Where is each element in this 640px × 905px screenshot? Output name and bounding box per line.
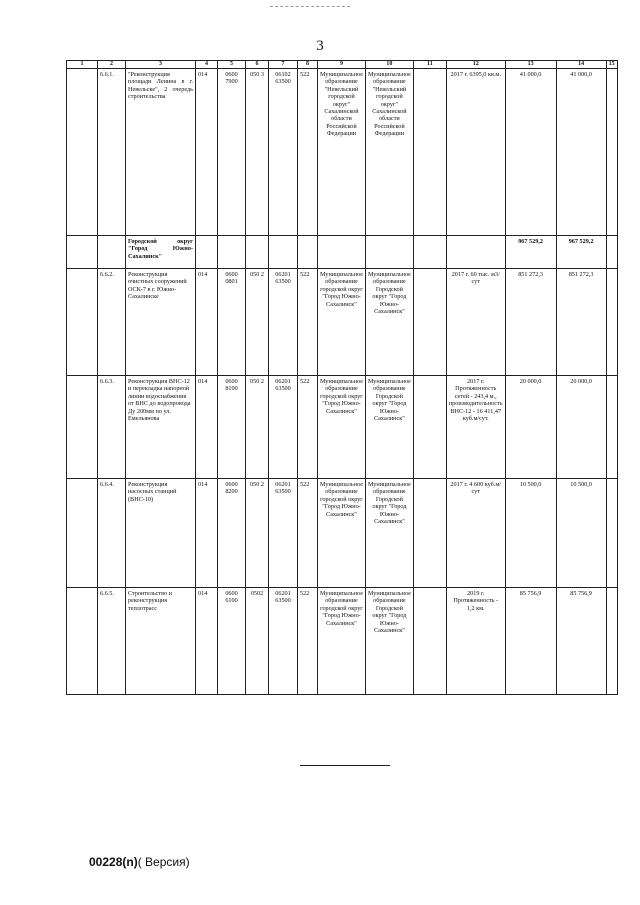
cell-col11 [413, 69, 446, 236]
cell-object-name: Реконструкция ВНС-12 и перекладка напорной линии водоснабжения от ВНС до водопровода Ду 200мм по ул. Емельянова [126, 376, 196, 479]
cell-object-name: Реконструкция насосных станций (ВНС-10) [126, 479, 196, 588]
cell-col12: 2017 г. 6395,0 кв.м. [446, 69, 505, 236]
cell-col12: 2017 г. 60 тыс. м3/сут [446, 269, 505, 376]
cell-col15 [606, 69, 617, 236]
cell-col10: Муниципальное образование Городской округ "Город Южно-Сахалинск" [365, 269, 413, 376]
table-row [67, 236, 618, 269]
cell-col13: 967 529,2 [505, 236, 556, 269]
header-cell: 11 [413, 61, 446, 69]
header-cell: 8 [298, 61, 318, 69]
cell-col6: 050 2 [246, 479, 269, 588]
cell-col8 [298, 236, 318, 269]
header-cell: 10 [365, 61, 413, 69]
cell-col15 [606, 588, 617, 695]
cell-col12: 2019 г. Протяженность - 1,2 км. [446, 588, 505, 695]
cell-col13: 851 272,3 [505, 269, 556, 376]
table-row [67, 376, 618, 479]
cell-col6: 0502 [246, 588, 269, 695]
cell-col7: 06201 63500 [269, 376, 298, 479]
table-row [67, 69, 618, 236]
cell-item-number: 6.6.1. [98, 69, 126, 236]
cell-col4: 014 [196, 269, 218, 376]
cell-col9: Муниципальное образование городской округ "Город Южно-Сахалинск" [318, 479, 366, 588]
header-cell: 2 [98, 61, 126, 69]
cell-item-number: 6.6.5. [98, 588, 126, 695]
cell-col13: 20 000,0 [505, 376, 556, 479]
cell-object-name: Строительство и реконструкция теплотрасс [126, 588, 196, 695]
header-cell: 1 [67, 61, 98, 69]
document-footer [89, 855, 190, 869]
header-cell: 15 [606, 61, 617, 69]
cell-col8: 522 [298, 269, 318, 376]
cell-col15 [606, 236, 617, 269]
cell-col14: 20 000,0 [556, 376, 606, 479]
cell-col8: 522 [298, 69, 318, 236]
cell-object-name: Реконструкция очистных сооружений ОСК-7 в г. Южно-Сахалинске [126, 269, 196, 376]
cell-col10: Муниципальное образование Городской округ "Город Южно-Сахалинск" [365, 376, 413, 479]
cell-item-number [98, 236, 126, 269]
cell-col1 [67, 479, 98, 588]
cell-col8: 522 [298, 376, 318, 479]
cell-col4: 014 [196, 588, 218, 695]
cell-col6: 050 2 [246, 376, 269, 479]
header-cell: 4 [196, 61, 218, 69]
cell-col12: 2017 г. 4 600 куб.м/сут [446, 479, 505, 588]
cell-col1 [67, 269, 98, 376]
table-row [67, 588, 618, 695]
table-row [67, 269, 618, 376]
document-code: 00228(n) [89, 855, 138, 869]
cell-col11 [413, 376, 446, 479]
cell-col13: 41 000,0 [505, 69, 556, 236]
cell-col14: 41 000,0 [556, 69, 606, 236]
cell-col11 [413, 236, 446, 269]
cell-col5: 0600 6100 [218, 588, 246, 695]
document-version: ( Версия) [137, 855, 190, 869]
cell-col9: Муниципальное образование городской округ "Город Южно-Сахалинск" [318, 376, 366, 479]
cell-object-name: "Реконструкция площади Ленина в г. Невельске", 2 очередь строительства [126, 69, 196, 236]
table-row [67, 479, 618, 588]
cell-item-number: 6.6.4. [98, 479, 126, 588]
header-cell: 14 [556, 61, 606, 69]
cell-col12 [446, 236, 505, 269]
cell-item-number: 6.6.3. [98, 376, 126, 479]
cell-col15 [606, 269, 617, 376]
cell-col4: 014 [196, 479, 218, 588]
cell-col10: Муниципальное образование Городской округ "Город Южно-Сахалинск" [365, 588, 413, 695]
cell-col7: 06201 63500 [269, 588, 298, 695]
cell-col14: 85 756,9 [556, 588, 606, 695]
cell-col15 [606, 479, 617, 588]
register-table [66, 60, 618, 695]
cell-col14: 10 500,0 [556, 479, 606, 588]
cell-col5: 0600 7900 [218, 69, 246, 236]
cell-col7: 06201 63500 [269, 269, 298, 376]
cell-col9: Муниципальное образование городской округ "Город Южно-Сахалинск" [318, 588, 366, 695]
cell-col9 [318, 236, 366, 269]
cell-col1 [67, 236, 98, 269]
cell-col1 [67, 69, 98, 236]
top-scan-mark [270, 6, 350, 7]
header-cell: 5 [218, 61, 246, 69]
cell-item-number: 6.6.2. [98, 269, 126, 376]
cell-col9: Муниципальное образование городской округ "Город Южно-Сахалинск" [318, 269, 366, 376]
cell-col14: 967 529,2 [556, 236, 606, 269]
cell-col6 [246, 236, 269, 269]
cell-col13: 10 500,0 [505, 479, 556, 588]
cell-col6: 050 2 [246, 269, 269, 376]
cell-col5 [218, 236, 246, 269]
cell-col7 [269, 236, 298, 269]
cell-col8: 522 [298, 588, 318, 695]
cell-col4 [196, 236, 218, 269]
cell-col14: 851 272,3 [556, 269, 606, 376]
cell-object-name: Городской округ "Город Южно-Сахалинск" [126, 236, 196, 269]
header-cell: 7 [269, 61, 298, 69]
header-cell: 12 [446, 61, 505, 69]
header-cell: 13 [505, 61, 556, 69]
cell-col7: 06201 63500 [269, 479, 298, 588]
cell-col7: 06102 63500 [269, 69, 298, 236]
cell-col11 [413, 269, 446, 376]
cell-col8: 522 [298, 479, 318, 588]
header-cell: 9 [318, 61, 366, 69]
header-cell: 3 [126, 61, 196, 69]
cell-col5: 0600 8200 [218, 479, 246, 588]
end-separator-line [300, 765, 390, 766]
cell-col10 [365, 236, 413, 269]
cell-col11 [413, 479, 446, 588]
cell-col1 [67, 588, 98, 695]
cell-col11 [413, 588, 446, 695]
cell-col4: 014 [196, 376, 218, 479]
header-row [67, 61, 618, 69]
cell-col5: 0600 0801 [218, 269, 246, 376]
cell-col15 [606, 376, 617, 479]
cell-col6: 050 3 [246, 69, 269, 236]
cell-col12: 2017 г. Протяженность сетей - 243,4 м., производительность ВНС-12 - 16 411,47 куб.м/сут. [446, 376, 505, 479]
cell-col9: Муниципальное образование "Невельский городской округ" Сахалинской области Российской Федерации [318, 69, 366, 236]
cell-col4: 014 [196, 69, 218, 236]
cell-col10: Муниципальное образование "Невельский городской округ" Сахалинской области Российской Федерации [365, 69, 413, 236]
page-number: 3 [316, 38, 324, 54]
cell-col10: Муниципальное образование Городской округ "Город Южно-Сахалинск" [365, 479, 413, 588]
cell-col1 [67, 376, 98, 479]
cell-col13: 85 756,9 [505, 588, 556, 695]
header-cell: 6 [246, 61, 269, 69]
cell-col5: 0600 8100 [218, 376, 246, 479]
